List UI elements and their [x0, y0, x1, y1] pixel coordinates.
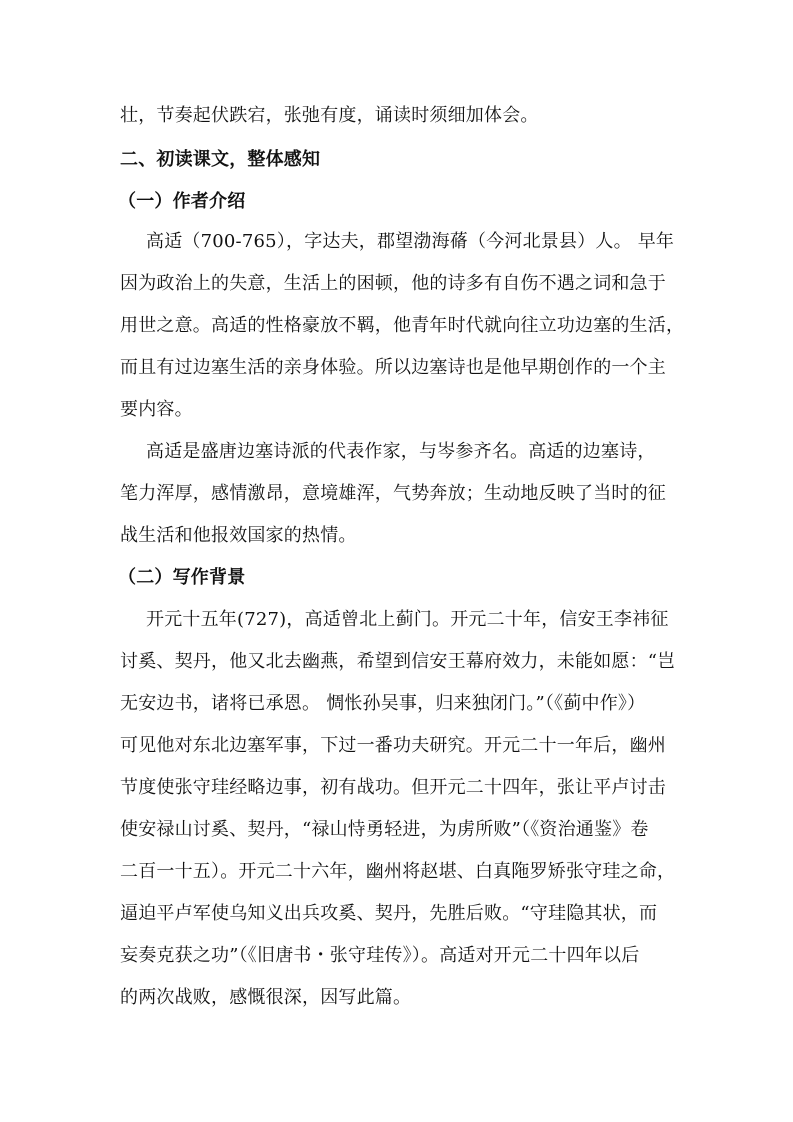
- paragraph-line: 逼迫平卢军使乌知义出兵攻奚、契丹，先胜后败。“守珪隐其状，而: [120, 903, 658, 924]
- paragraph-line: 二百一十五）。开元二十六年，幽州将赵堪、白真陁罗矫张守珪之命，: [120, 861, 676, 882]
- paragraph-line: 可见他对东北边塞军事，下过一番功夫研究。开元二十一年后，幽州: [120, 735, 666, 756]
- paragraph-line: 无安边书，诸将已承恩。 惆怅孙吴事，归来独闭门。”（《蓟中作》）: [120, 693, 646, 714]
- paragraph-line: 战生活和他报效国家的热情。: [120, 525, 357, 546]
- subsection-heading: （一）作者介绍: [118, 191, 246, 212]
- paragraph-line: 妄奏克获之功”（《旧唐书・张守珪传》）。高适对开元二十四年以后: [120, 945, 640, 966]
- paragraph-line: 笔力浑厚，感情激昂，意境雄浑，气势奔放；生动地反映了当时的征: [120, 483, 666, 504]
- paragraph-line: 讨奚、契丹，他又北去幽燕，希望到信安王幕府效力，未能如愿：“岂: [120, 651, 676, 672]
- paragraph-line: 要内容。: [120, 399, 193, 420]
- paragraph-line: 用世之意。高适的性格豪放不羁，他青年时代就向往立功边塞的生活，: [120, 315, 685, 336]
- paragraph-line: 壮，节奏起伏跌宕，张弛有度，诵读时须细加体会。: [120, 105, 539, 126]
- paragraph-line: 使安禄山讨奚、契丹，“禄山恃勇轻进，为虏所败”（《资治通鉴》卷: [120, 819, 649, 840]
- paragraph-line: 开元十五年(727)，高适曾北上蓟门。开元二十年，信安王李祎征: [146, 609, 669, 630]
- paragraph-line: 而且有过边塞生活的亲身体验。所以边塞诗也是他早期创作的一个主: [120, 357, 666, 378]
- section-heading: 二、初读课文，整体感知: [120, 149, 321, 170]
- paragraph-line: 因为政治上的失意，生活上的困顿，他的诗多有自伤不遇之词和急于: [120, 273, 666, 294]
- paragraph-line: 高适（700-765），字达夫，郡望渤海蓨（今河北景县）人。 早年: [146, 231, 675, 252]
- subsection-heading: （二）写作背景: [118, 567, 246, 588]
- paragraph-line: 的两次战败，感慨很深，因写此篇。: [120, 987, 412, 1008]
- paragraph-line: 节度使张守珪经略边事，初有战功。但开元二十四年，张让平卢讨击: [120, 777, 666, 798]
- paragraph-line: 高适是盛唐边塞诗派的代表作家，与岑参齐名。高适的边塞诗，: [146, 441, 656, 462]
